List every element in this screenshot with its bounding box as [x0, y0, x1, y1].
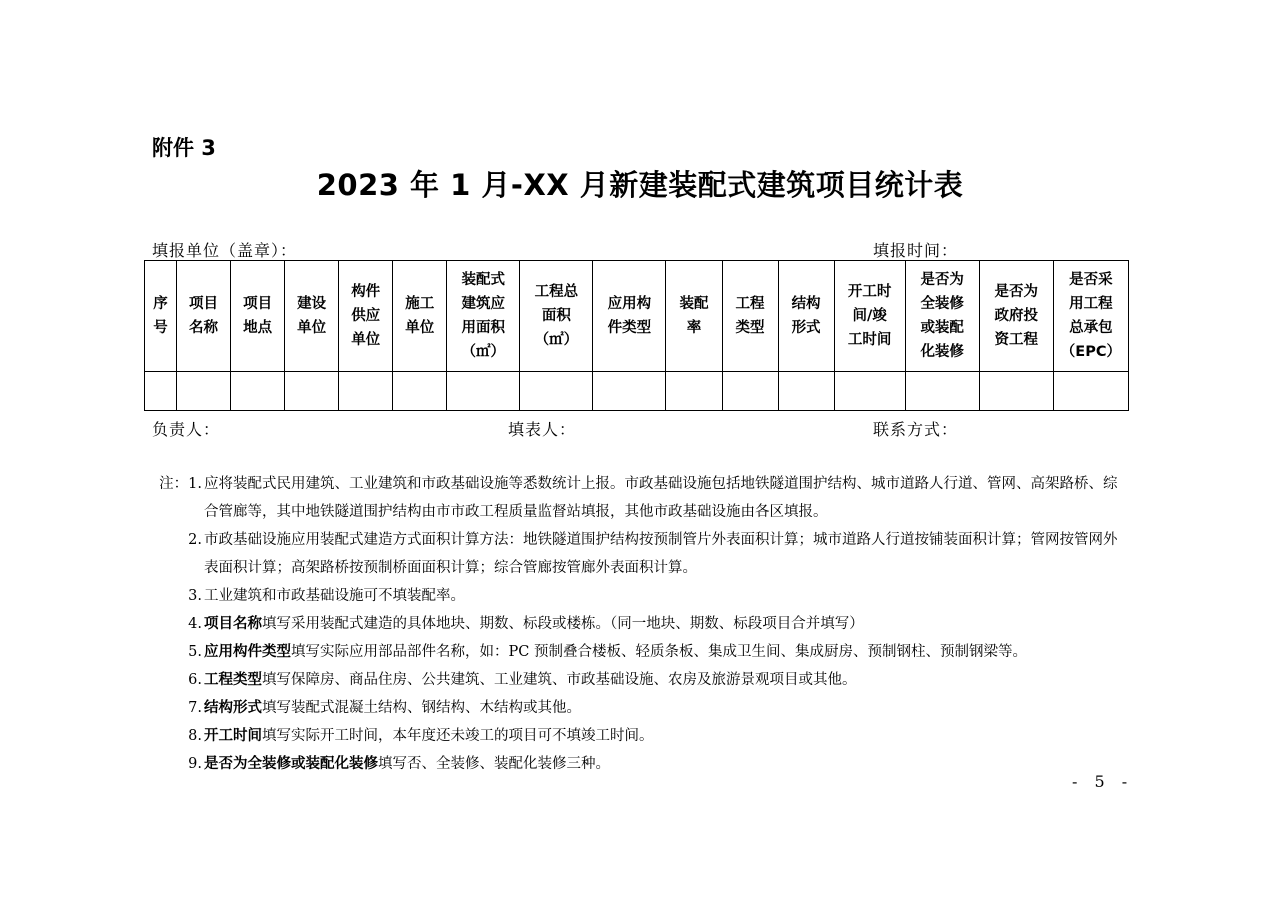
table-cell[interactable]: [285, 372, 339, 411]
note-text: 填写实际开工时间，本年度还未竣工的项目可不填竣工时间。: [262, 728, 654, 744]
column-header-serial: 序 号: [145, 261, 177, 372]
note-number: 2.: [188, 532, 202, 548]
page-title: 2023 年 1 月-XX 月新建装配式建筑项目统计表: [316, 168, 964, 202]
table-cell[interactable]: [979, 372, 1053, 411]
table-cell[interactable]: [905, 372, 979, 411]
note-text: 填写实际应用部品部件名称，如：PC 预制叠合楼板、轻质条板、集成卫生间、集成厨房、预制钢柱、预制钢梁等。: [291, 644, 1027, 660]
fill-unit-label: 填报单位（盖章）：: [152, 241, 298, 260]
table-cell[interactable]: [593, 372, 666, 411]
note-keyword: 结构形式: [204, 700, 262, 716]
column-header-component-supplier: 构件 供应 单位: [339, 261, 393, 372]
table-cell[interactable]: [666, 372, 722, 411]
table-cell[interactable]: [393, 372, 447, 411]
statistics-table: [144, 260, 1129, 411]
table-cell[interactable]: [177, 372, 231, 411]
fill-time-label: 填报时间：: [873, 241, 959, 260]
note-keyword: 开工时间: [204, 728, 262, 744]
responsible-person-label: 负责人：: [152, 420, 221, 439]
note-keyword: 项目名称: [204, 616, 262, 632]
note-number: 4.: [188, 616, 202, 632]
note-number: 5.: [188, 644, 202, 660]
note-number: 注：1.: [159, 476, 202, 492]
note-text: 工业建筑和市政基础设施可不填装配率。: [204, 588, 465, 604]
table-cell[interactable]: [722, 372, 778, 411]
column-header-contractor: 施工 单位: [393, 261, 447, 372]
note-number: 9.: [188, 756, 202, 772]
note-item: [152, 610, 1127, 638]
column-header-start-completion-time: 开工时 间/竣 工时间: [834, 261, 905, 372]
table-cell[interactable]: [1053, 372, 1128, 411]
note-keyword: 应用构件类型: [204, 644, 291, 660]
note-number: 8.: [188, 728, 202, 744]
note-number: 3.: [188, 588, 202, 604]
page-number: - 5 -: [1072, 772, 1134, 791]
note-item: [152, 526, 1127, 582]
note-item: [152, 582, 1127, 610]
table-row: [145, 372, 1129, 411]
note-item: [152, 470, 1127, 526]
column-header-epc: 是否采 用工程 总承包 （EPC）: [1053, 261, 1128, 372]
column-header-full-decoration: 是否为 全装修 或装配 化装修: [905, 261, 979, 372]
table-cell[interactable]: [447, 372, 520, 411]
table-cell[interactable]: [145, 372, 177, 411]
column-header-structure-form: 结构 形式: [778, 261, 834, 372]
note-number: 7.: [188, 700, 202, 716]
column-header-developer: 建设 单位: [285, 261, 339, 372]
note-text: 市政基础设施应用装配式建造方式面积计算方法：地铁隧道围护结构按预制管片外表面积计算；城市道路人行道按铺装面积计算；管网按管网外表面积计算；高架路桥按预制桥面面积计算；综合管廊按管廊外表面积计算。: [204, 532, 1118, 576]
note-text: 填写否、全装修、装配化装修三种。: [378, 756, 610, 772]
column-header-prefab-rate: 装配 率: [666, 261, 722, 372]
table-cell[interactable]: [339, 372, 393, 411]
note-item: [152, 722, 1127, 750]
note-keyword: 工程类型: [204, 672, 262, 688]
note-text: 填写采用装配式建造的具体地块、期数、标段或楼栋。（同一地块、期数、标段项目合并填写）: [262, 616, 864, 632]
note-item: [152, 694, 1127, 722]
column-header-government-investment: 是否为 政府投 资工程: [979, 261, 1053, 372]
note-item: [152, 750, 1127, 778]
table-cell[interactable]: [520, 372, 593, 411]
column-header-project-name: 项目 名称: [177, 261, 231, 372]
note-keyword: 是否为全装修或装配化装修: [204, 756, 378, 772]
table-cell[interactable]: [778, 372, 834, 411]
column-header-project-location: 项目 地点: [231, 261, 285, 372]
note-item: [152, 666, 1127, 694]
column-header-project-type: 工程 类型: [722, 261, 778, 372]
column-header-prefab-area: 装配式 建筑应 用面积 （㎡）: [447, 261, 520, 372]
form-filler-label: 填表人：: [508, 420, 577, 439]
note-item: [152, 638, 1127, 666]
column-header-component-type: 应用构 件类型: [593, 261, 666, 372]
note-text: 填写保障房、商品住房、公共建筑、工业建筑、市政基础设施、农房及旅游景观项目或其他。: [262, 672, 857, 688]
note-number: 6.: [188, 672, 202, 688]
table-cell[interactable]: [834, 372, 905, 411]
table-header-row: [145, 261, 1129, 372]
note-text: 填写装配式混凝土结构、钢结构、木结构或其他。: [262, 700, 581, 716]
column-header-total-area: 工程总 面积 （㎡）: [520, 261, 593, 372]
note-text: 应将装配式民用建筑、工业建筑和市政基础设施等悉数统计上报。市政基础设施包括地铁隧道围护结构、城市道路人行道、管网、高架路桥、综合管廊等，其中地铁隧道围护结构由市市政工程质量监督站填报，其他市政基础设施由各区填报。: [204, 476, 1118, 520]
table-cell[interactable]: [231, 372, 285, 411]
contact-info-label: 联系方式：: [873, 420, 959, 439]
notes-section: [152, 470, 1127, 778]
attachment-label: 附件 3: [152, 136, 216, 160]
